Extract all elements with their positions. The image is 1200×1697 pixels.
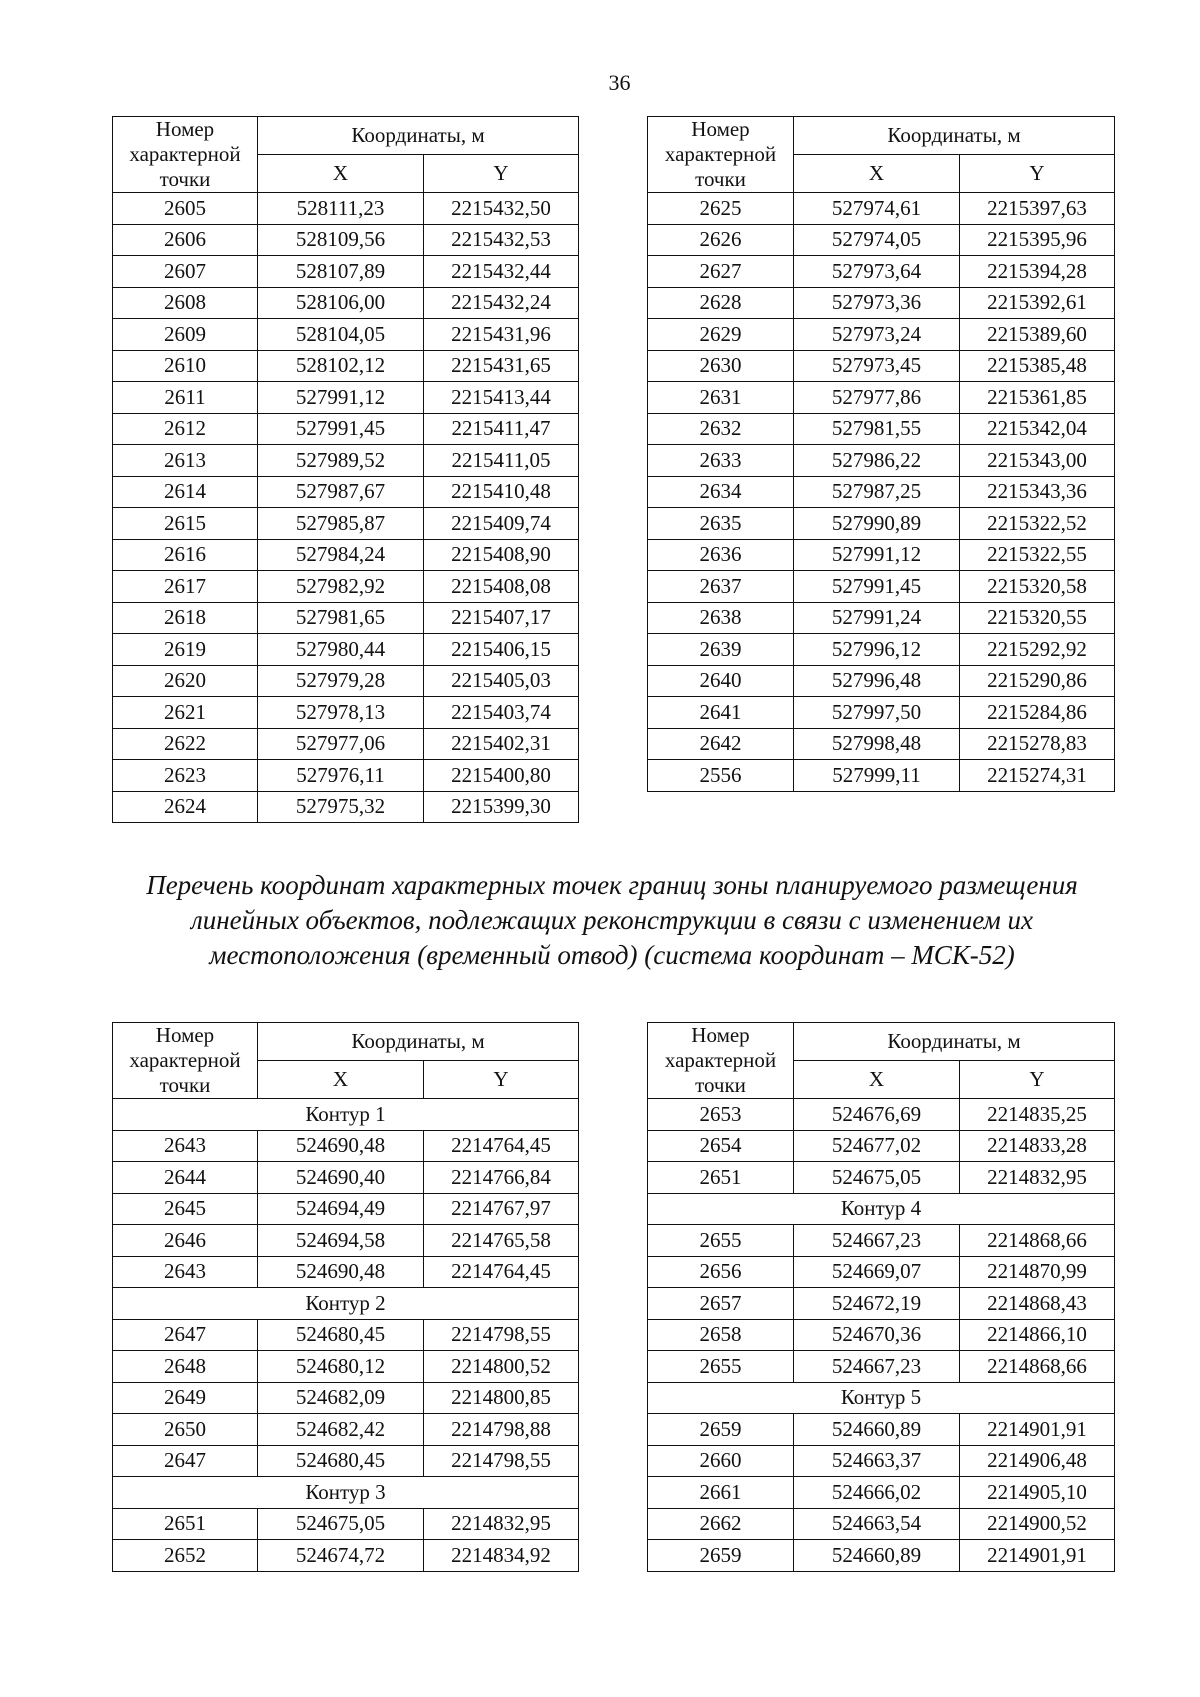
x-coordinate-cell: 524663,54 <box>794 1508 960 1540</box>
point-number-cell: 2641 <box>648 697 794 729</box>
y-coordinate-cell: 2215320,58 <box>960 571 1115 603</box>
point-number-cell: 2632 <box>648 413 794 445</box>
y-coordinate-cell: 2215399,30 <box>424 791 579 823</box>
table-row <box>113 256 579 288</box>
x-coordinate-cell: 527974,05 <box>794 224 960 256</box>
y-coordinate-cell: 2215389,60 <box>960 319 1115 351</box>
x-coordinate-cell: 528111,23 <box>258 193 424 225</box>
x-coordinate-cell: 524690,40 <box>258 1162 424 1194</box>
table-row <box>648 602 1115 634</box>
x-coordinate-cell: 524660,89 <box>794 1414 960 1446</box>
y-coordinate-cell: 2214798,55 <box>424 1319 579 1351</box>
point-number-cell: 2637 <box>648 571 794 603</box>
table-row <box>113 1256 579 1288</box>
contour-label: Контур 5 <box>648 1382 1115 1414</box>
point-number-cell: 2626 <box>648 224 794 256</box>
point-number-cell: 2616 <box>113 539 258 571</box>
header-y: Y <box>424 1061 579 1099</box>
x-coordinate-cell: 527980,44 <box>258 634 424 666</box>
y-coordinate-cell: 2214800,85 <box>424 1382 579 1414</box>
point-number-cell: 2643 <box>113 1130 258 1162</box>
contour-label: Контур 3 <box>113 1477 579 1509</box>
point-number-cell: 2617 <box>113 571 258 603</box>
table-row <box>113 413 579 445</box>
point-number-cell: 2651 <box>648 1162 794 1194</box>
x-coordinate-cell: 527991,45 <box>258 413 424 445</box>
y-coordinate-cell: 2214835,25 <box>960 1099 1115 1131</box>
point-number-cell: 2662 <box>648 1508 794 1540</box>
header-point-number: Номер характерной точки <box>113 1023 258 1099</box>
table-row <box>113 571 579 603</box>
point-number-cell: 2650 <box>113 1414 258 1446</box>
header-x: X <box>794 155 960 193</box>
y-coordinate-cell: 2214765,58 <box>424 1225 579 1257</box>
x-coordinate-cell: 527991,24 <box>794 602 960 634</box>
table-row <box>648 1477 1115 1509</box>
table-row <box>113 602 579 634</box>
point-number-cell: 2661 <box>648 1477 794 1509</box>
x-coordinate-cell: 524672,19 <box>794 1288 960 1320</box>
y-coordinate-cell: 2215432,24 <box>424 287 579 319</box>
point-number-cell: 2646 <box>113 1225 258 1257</box>
y-coordinate-cell: 2215290,86 <box>960 665 1115 697</box>
table-row <box>648 697 1115 729</box>
coordinates-table-4 <box>647 1022 1115 1572</box>
x-coordinate-cell: 527974,61 <box>794 193 960 225</box>
x-coordinate-cell: 527987,67 <box>258 476 424 508</box>
table-row <box>113 791 579 823</box>
y-coordinate-cell: 2214798,88 <box>424 1414 579 1446</box>
point-number-cell: 2642 <box>648 728 794 760</box>
x-coordinate-cell: 527984,24 <box>258 539 424 571</box>
contour-row <box>648 1382 1115 1414</box>
table-row <box>648 445 1115 477</box>
coordinates-table-1 <box>112 116 579 823</box>
x-coordinate-cell: 527981,55 <box>794 413 960 445</box>
header-coordinates: Координаты, м <box>258 1023 579 1061</box>
table-row <box>113 224 579 256</box>
header-y: Y <box>960 1061 1115 1099</box>
x-coordinate-cell: 524690,48 <box>258 1130 424 1162</box>
y-coordinate-cell: 2214868,66 <box>960 1351 1115 1383</box>
contour-row <box>113 1477 579 1509</box>
point-number-cell: 2631 <box>648 382 794 414</box>
table-row <box>648 287 1115 319</box>
x-coordinate-cell: 524660,89 <box>794 1540 960 1572</box>
point-number-cell: 2612 <box>113 413 258 445</box>
coordinates-table-2 <box>647 116 1115 792</box>
table-row <box>648 1162 1115 1194</box>
x-coordinate-cell: 524670,36 <box>794 1319 960 1351</box>
table-row <box>648 413 1115 445</box>
x-coordinate-cell: 527996,48 <box>794 665 960 697</box>
y-coordinate-cell: 2215343,36 <box>960 476 1115 508</box>
contour-label: Контур 1 <box>113 1099 579 1131</box>
y-coordinate-cell: 2215413,44 <box>424 382 579 414</box>
x-coordinate-cell: 524694,58 <box>258 1225 424 1257</box>
table-row <box>113 1162 579 1194</box>
y-coordinate-cell: 2215432,50 <box>424 193 579 225</box>
y-coordinate-cell: 2215431,96 <box>424 319 579 351</box>
y-coordinate-cell: 2215343,00 <box>960 445 1115 477</box>
y-coordinate-cell: 2215395,96 <box>960 224 1115 256</box>
table-row <box>648 1540 1115 1572</box>
x-coordinate-cell: 528107,89 <box>258 256 424 288</box>
table-row <box>113 1540 579 1572</box>
point-number-cell: 2610 <box>113 350 258 382</box>
table-row <box>648 1351 1115 1383</box>
x-coordinate-cell: 524694,49 <box>258 1193 424 1225</box>
x-coordinate-cell: 527973,24 <box>794 319 960 351</box>
table-row <box>648 539 1115 571</box>
point-number-cell: 2609 <box>113 319 258 351</box>
point-number-cell: 2611 <box>113 382 258 414</box>
y-coordinate-cell: 2215394,28 <box>960 256 1115 288</box>
point-number-cell: 2643 <box>113 1256 258 1288</box>
point-number-cell: 2647 <box>113 1319 258 1351</box>
x-coordinate-cell: 528106,00 <box>258 287 424 319</box>
point-number-cell: 2656 <box>648 1256 794 1288</box>
x-coordinate-cell: 527999,11 <box>794 760 960 792</box>
point-number-cell: 2633 <box>648 445 794 477</box>
x-coordinate-cell: 527991,45 <box>794 571 960 603</box>
y-coordinate-cell: 2214834,92 <box>424 1540 579 1572</box>
table-row <box>113 1382 579 1414</box>
x-coordinate-cell: 527975,32 <box>258 791 424 823</box>
table-row <box>113 1225 579 1257</box>
table-row <box>113 728 579 760</box>
point-number-cell: 2655 <box>648 1351 794 1383</box>
y-coordinate-cell: 2214901,91 <box>960 1540 1115 1572</box>
y-coordinate-cell: 2215432,44 <box>424 256 579 288</box>
y-coordinate-cell: 2215405,03 <box>424 665 579 697</box>
y-coordinate-cell: 2215322,52 <box>960 508 1115 540</box>
point-number-cell: 2615 <box>113 508 258 540</box>
table-row <box>113 193 579 225</box>
point-number-cell: 2628 <box>648 287 794 319</box>
y-coordinate-cell: 2215407,17 <box>424 602 579 634</box>
point-number-cell: 2608 <box>113 287 258 319</box>
header-coordinates: Координаты, м <box>794 1023 1115 1061</box>
x-coordinate-cell: 524663,37 <box>794 1445 960 1477</box>
y-coordinate-cell: 2214800,52 <box>424 1351 579 1383</box>
x-coordinate-cell: 524667,23 <box>794 1225 960 1257</box>
y-coordinate-cell: 2214905,10 <box>960 1477 1115 1509</box>
table-row <box>113 382 579 414</box>
point-number-cell: 2634 <box>648 476 794 508</box>
point-number-cell: 2649 <box>113 1382 258 1414</box>
y-coordinate-cell: 2215411,47 <box>424 413 579 445</box>
point-number-cell: 2624 <box>113 791 258 823</box>
table-row <box>648 728 1115 760</box>
x-coordinate-cell: 527979,28 <box>258 665 424 697</box>
x-coordinate-cell: 527978,13 <box>258 697 424 729</box>
y-coordinate-cell: 2215408,90 <box>424 539 579 571</box>
point-number-cell: 2605 <box>113 193 258 225</box>
point-number-cell: 2618 <box>113 602 258 634</box>
table-row <box>113 634 579 666</box>
x-coordinate-cell: 524680,45 <box>258 1445 424 1477</box>
point-number-cell: 2620 <box>113 665 258 697</box>
table-row <box>113 508 579 540</box>
header-x: X <box>258 155 424 193</box>
point-number-cell: 2652 <box>113 1540 258 1572</box>
table-row <box>648 665 1115 697</box>
contour-label: Контур 4 <box>648 1193 1115 1225</box>
point-number-cell: 2621 <box>113 697 258 729</box>
point-number-cell: 2638 <box>648 602 794 634</box>
x-coordinate-cell: 524674,72 <box>258 1540 424 1572</box>
y-coordinate-cell: 2215284,86 <box>960 697 1115 729</box>
header-x: X <box>258 1061 424 1099</box>
x-coordinate-cell: 524680,45 <box>258 1319 424 1351</box>
header-point-number: Номер характерной точки <box>648 117 794 193</box>
table-row <box>648 256 1115 288</box>
table-row <box>113 697 579 729</box>
table-row <box>113 445 579 477</box>
y-coordinate-cell: 2215342,04 <box>960 413 1115 445</box>
table-row <box>648 1414 1115 1446</box>
point-number-cell: 2606 <box>113 224 258 256</box>
table-row <box>648 319 1115 351</box>
x-coordinate-cell: 524676,69 <box>794 1099 960 1131</box>
x-coordinate-cell: 524675,05 <box>794 1162 960 1194</box>
section-heading: Перечень координат характерных точек границ зоны планируемого размещения линейных объектов, подлежащих реконструкции в связи с изменением их местоположения (временный отвод) (система координат – МСК-52) <box>146 870 1078 970</box>
table-row <box>648 1288 1115 1320</box>
header-point-number: Номер характерной точки <box>113 117 258 193</box>
x-coordinate-cell: 527991,12 <box>258 382 424 414</box>
x-coordinate-cell: 527986,22 <box>794 445 960 477</box>
table-row <box>648 1130 1115 1162</box>
x-coordinate-cell: 527976,11 <box>258 760 424 792</box>
contour-label: Контур 2 <box>113 1288 579 1320</box>
y-coordinate-cell: 2214833,28 <box>960 1130 1115 1162</box>
table-row <box>113 476 579 508</box>
table-row <box>113 1414 579 1446</box>
header-y: Y <box>424 155 579 193</box>
table-row <box>648 1319 1115 1351</box>
y-coordinate-cell: 2215292,92 <box>960 634 1115 666</box>
header-coordinates: Координаты, м <box>258 117 579 155</box>
point-number-cell: 2659 <box>648 1540 794 1572</box>
table-row <box>648 571 1115 603</box>
contour-row <box>113 1288 579 1320</box>
y-coordinate-cell: 2215385,48 <box>960 350 1115 382</box>
table-row <box>113 1193 579 1225</box>
y-coordinate-cell: 2215274,31 <box>960 760 1115 792</box>
point-number-cell: 2635 <box>648 508 794 540</box>
x-coordinate-cell: 527982,92 <box>258 571 424 603</box>
x-coordinate-cell: 528102,12 <box>258 350 424 382</box>
y-coordinate-cell: 2215397,63 <box>960 193 1115 225</box>
point-number-cell: 2644 <box>113 1162 258 1194</box>
x-coordinate-cell: 524669,07 <box>794 1256 960 1288</box>
y-coordinate-cell: 2215408,08 <box>424 571 579 603</box>
y-coordinate-cell: 2215431,65 <box>424 350 579 382</box>
x-coordinate-cell: 524682,42 <box>258 1414 424 1446</box>
point-number-cell: 2607 <box>113 256 258 288</box>
y-coordinate-cell: 2215410,48 <box>424 476 579 508</box>
x-coordinate-cell: 527991,12 <box>794 539 960 571</box>
x-coordinate-cell: 527996,12 <box>794 634 960 666</box>
y-coordinate-cell: 2215402,31 <box>424 728 579 760</box>
y-coordinate-cell: 2214868,43 <box>960 1288 1115 1320</box>
table-row <box>113 760 579 792</box>
x-coordinate-cell: 524680,12 <box>258 1351 424 1383</box>
point-number-cell: 2623 <box>113 760 258 792</box>
table-row <box>113 1319 579 1351</box>
point-number-cell: 2655 <box>648 1225 794 1257</box>
table-row <box>648 224 1115 256</box>
y-coordinate-cell: 2215320,55 <box>960 602 1115 634</box>
point-number-cell: 2627 <box>648 256 794 288</box>
y-coordinate-cell: 2214906,48 <box>960 1445 1115 1477</box>
y-coordinate-cell: 2215432,53 <box>424 224 579 256</box>
y-coordinate-cell: 2215400,80 <box>424 760 579 792</box>
point-number-cell: 2636 <box>648 539 794 571</box>
y-coordinate-cell: 2215409,74 <box>424 508 579 540</box>
table-row <box>648 760 1115 792</box>
header-x: X <box>794 1061 960 1099</box>
x-coordinate-cell: 527977,06 <box>258 728 424 760</box>
table-row <box>113 350 579 382</box>
x-coordinate-cell: 524667,23 <box>794 1351 960 1383</box>
point-number-cell: 2648 <box>113 1351 258 1383</box>
table-row <box>648 382 1115 414</box>
table-row <box>648 1508 1115 1540</box>
page-number: 36 <box>608 70 631 95</box>
x-coordinate-cell: 524690,48 <box>258 1256 424 1288</box>
y-coordinate-cell: 2215392,61 <box>960 287 1115 319</box>
point-number-cell: 2613 <box>113 445 258 477</box>
contour-row <box>113 1099 579 1131</box>
table-row <box>648 1445 1115 1477</box>
y-coordinate-cell: 2214764,45 <box>424 1256 579 1288</box>
table-row <box>113 1508 579 1540</box>
x-coordinate-cell: 527998,48 <box>794 728 960 760</box>
x-coordinate-cell: 527990,89 <box>794 508 960 540</box>
point-number-cell: 2556 <box>648 760 794 792</box>
x-coordinate-cell: 524677,02 <box>794 1130 960 1162</box>
x-coordinate-cell: 527989,52 <box>258 445 424 477</box>
table-row <box>113 287 579 319</box>
x-coordinate-cell: 527997,50 <box>794 697 960 729</box>
y-coordinate-cell: 2214900,52 <box>960 1508 1115 1540</box>
point-number-cell: 2614 <box>113 476 258 508</box>
header-coordinates: Координаты, м <box>794 117 1115 155</box>
header-y: Y <box>960 155 1115 193</box>
x-coordinate-cell: 524682,09 <box>258 1382 424 1414</box>
y-coordinate-cell: 2215406,15 <box>424 634 579 666</box>
contour-row <box>648 1193 1115 1225</box>
point-number-cell: 2625 <box>648 193 794 225</box>
y-coordinate-cell: 2215278,83 <box>960 728 1115 760</box>
table-row <box>648 1225 1115 1257</box>
coordinates-table-3 <box>112 1022 579 1572</box>
x-coordinate-cell: 527973,45 <box>794 350 960 382</box>
table-row <box>648 1099 1115 1131</box>
y-coordinate-cell: 2214832,95 <box>960 1162 1115 1194</box>
point-number-cell: 2639 <box>648 634 794 666</box>
table-row <box>113 539 579 571</box>
x-coordinate-cell: 527981,65 <box>258 602 424 634</box>
table-row <box>648 476 1115 508</box>
point-number-cell: 2622 <box>113 728 258 760</box>
point-number-cell: 2640 <box>648 665 794 697</box>
table-row <box>648 508 1115 540</box>
table-row <box>648 634 1115 666</box>
x-coordinate-cell: 527987,25 <box>794 476 960 508</box>
point-number-cell: 2629 <box>648 319 794 351</box>
y-coordinate-cell: 2215322,55 <box>960 539 1115 571</box>
y-coordinate-cell: 2214866,10 <box>960 1319 1115 1351</box>
y-coordinate-cell: 2215361,85 <box>960 382 1115 414</box>
x-coordinate-cell: 524675,05 <box>258 1508 424 1540</box>
table-row <box>648 350 1115 382</box>
table-row <box>648 1256 1115 1288</box>
y-coordinate-cell: 2214901,91 <box>960 1414 1115 1446</box>
point-number-cell: 2653 <box>648 1099 794 1131</box>
table-row <box>113 319 579 351</box>
header-point-number: Номер характерной точки <box>648 1023 794 1099</box>
x-coordinate-cell: 528104,05 <box>258 319 424 351</box>
y-coordinate-cell: 2214767,97 <box>424 1193 579 1225</box>
point-number-cell: 2658 <box>648 1319 794 1351</box>
point-number-cell: 2619 <box>113 634 258 666</box>
x-coordinate-cell: 527973,36 <box>794 287 960 319</box>
y-coordinate-cell: 2214870,99 <box>960 1256 1115 1288</box>
point-number-cell: 2645 <box>113 1193 258 1225</box>
x-coordinate-cell: 527973,64 <box>794 256 960 288</box>
table-row <box>113 665 579 697</box>
point-number-cell: 2630 <box>648 350 794 382</box>
y-coordinate-cell: 2214868,66 <box>960 1225 1115 1257</box>
table-row <box>648 193 1115 225</box>
y-coordinate-cell: 2214798,55 <box>424 1445 579 1477</box>
x-coordinate-cell: 528109,56 <box>258 224 424 256</box>
table-row <box>113 1130 579 1162</box>
y-coordinate-cell: 2214766,84 <box>424 1162 579 1194</box>
point-number-cell: 2651 <box>113 1508 258 1540</box>
point-number-cell: 2659 <box>648 1414 794 1446</box>
point-number-cell: 2647 <box>113 1445 258 1477</box>
x-coordinate-cell: 524666,02 <box>794 1477 960 1509</box>
y-coordinate-cell: 2214832,95 <box>424 1508 579 1540</box>
point-number-cell: 2657 <box>648 1288 794 1320</box>
table-row <box>113 1445 579 1477</box>
y-coordinate-cell: 2215411,05 <box>424 445 579 477</box>
point-number-cell: 2654 <box>648 1130 794 1162</box>
x-coordinate-cell: 527977,86 <box>794 382 960 414</box>
point-number-cell: 2660 <box>648 1445 794 1477</box>
table-row <box>113 1351 579 1383</box>
y-coordinate-cell: 2214764,45 <box>424 1130 579 1162</box>
x-coordinate-cell: 527985,87 <box>258 508 424 540</box>
y-coordinate-cell: 2215403,74 <box>424 697 579 729</box>
